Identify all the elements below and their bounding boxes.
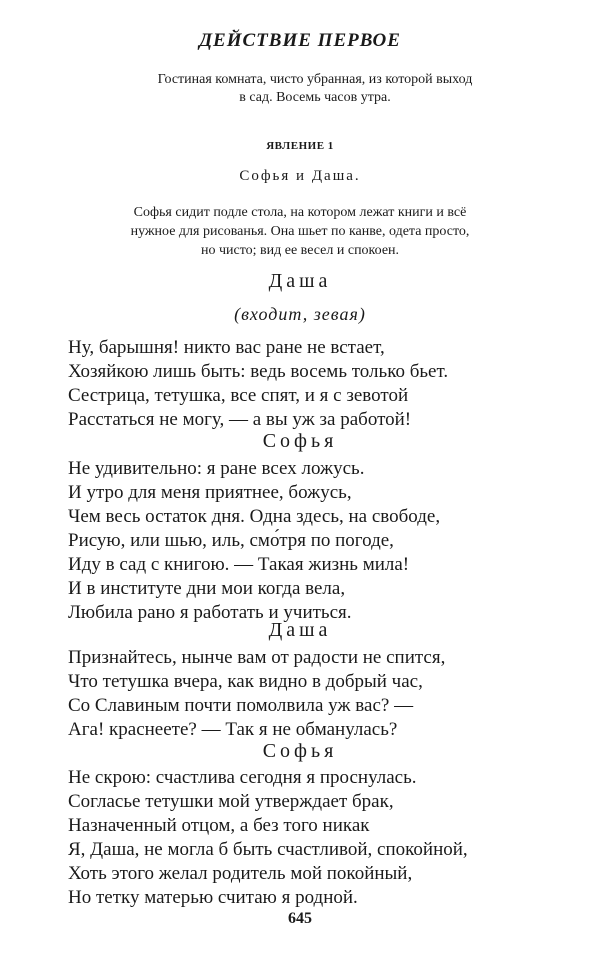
verse-line: Я, Даша, не могла б быть счастливой, спокойной,	[68, 839, 468, 860]
verse-line: Согласье тетушки мой утверждает брак,	[68, 791, 394, 812]
verse-line: Признайтесь, нынче вам от радости не спится,	[68, 647, 446, 668]
speaker-name: Даша	[268, 619, 332, 641]
verse-line: Назначенный отцом, а без того никак	[68, 815, 370, 836]
verse-line: Ага! краснеете? — Так я не обманулась?	[68, 719, 398, 740]
setting-line: Гостиная комната, чисто убранная, из которой выход	[157, 72, 473, 87]
verse-line: И утро для меня приятнее, божусь,	[68, 482, 352, 503]
stage-direction-line: Софья сидит подле стола, на котором лежат книги и всё	[133, 205, 467, 220]
verse-line: Хоть этого желал родитель мой покойный,	[68, 863, 413, 884]
verse-block	[68, 336, 538, 432]
verse-line: Но тетку матерью считаю я родной.	[68, 887, 358, 908]
verse-line: Что тетушка вчера, как видно в добрый час,	[68, 671, 423, 692]
verse-block	[68, 766, 538, 910]
verse-line: Расстаться не могу, — а вы уж за работой!	[68, 409, 412, 430]
verse-line: Ну, барышня! никто вас ране не встает,	[68, 337, 385, 358]
page-number: 645	[288, 910, 312, 927]
speaker-direction: (входит, зевая)	[234, 304, 366, 324]
verse-line: Рисую, или шью, иль, смо́тря по погоде,	[68, 530, 394, 551]
speaker-name: Даша	[268, 270, 332, 292]
speaker-name: Софья	[262, 740, 338, 762]
verse-line: Иду в сад с книгою. — Такая жизнь мила!	[68, 554, 410, 575]
verse-line: Со Славиным почти помолвила уж вас? —	[68, 695, 414, 716]
verse-line: Любила рано я работать и учиться.	[68, 602, 352, 623]
verse-line: Не удивительно: я ране всех ложусь.	[68, 458, 365, 479]
characters-line: Софья и Даша.	[239, 168, 361, 184]
scene-title: ЯВЛЕНИЕ 1	[266, 140, 334, 152]
stage-direction-line: но чисто; вид ее весел и спокоен.	[200, 243, 400, 258]
verse-line: Не скрою: счастлива сегодня я проснулась.	[68, 767, 417, 788]
act-title: ДЕЙСТВИЕ ПЕРВОЕ	[199, 30, 401, 51]
stage-direction-line: нужное для рисованья. Она шьет по канве, одета просто,	[130, 224, 470, 239]
verse-line: Сестрица, тетушка, все спят, и я с зевотой	[68, 385, 409, 406]
setting-description	[120, 71, 510, 107]
verse-line: Хозяйкою лишь быть: ведь восемь только бьет.	[68, 361, 449, 382]
verse-block	[68, 646, 538, 742]
verse-line: Чем весь остаток дня. Одна здесь, на свободе,	[68, 506, 441, 527]
stage-direction	[75, 203, 525, 260]
speaker-name: Софья	[262, 430, 338, 452]
setting-line: в сад. Восемь часов утра.	[239, 90, 391, 105]
verse-block	[68, 457, 538, 625]
verse-line: И в институте дни мои когда вела,	[68, 578, 346, 599]
